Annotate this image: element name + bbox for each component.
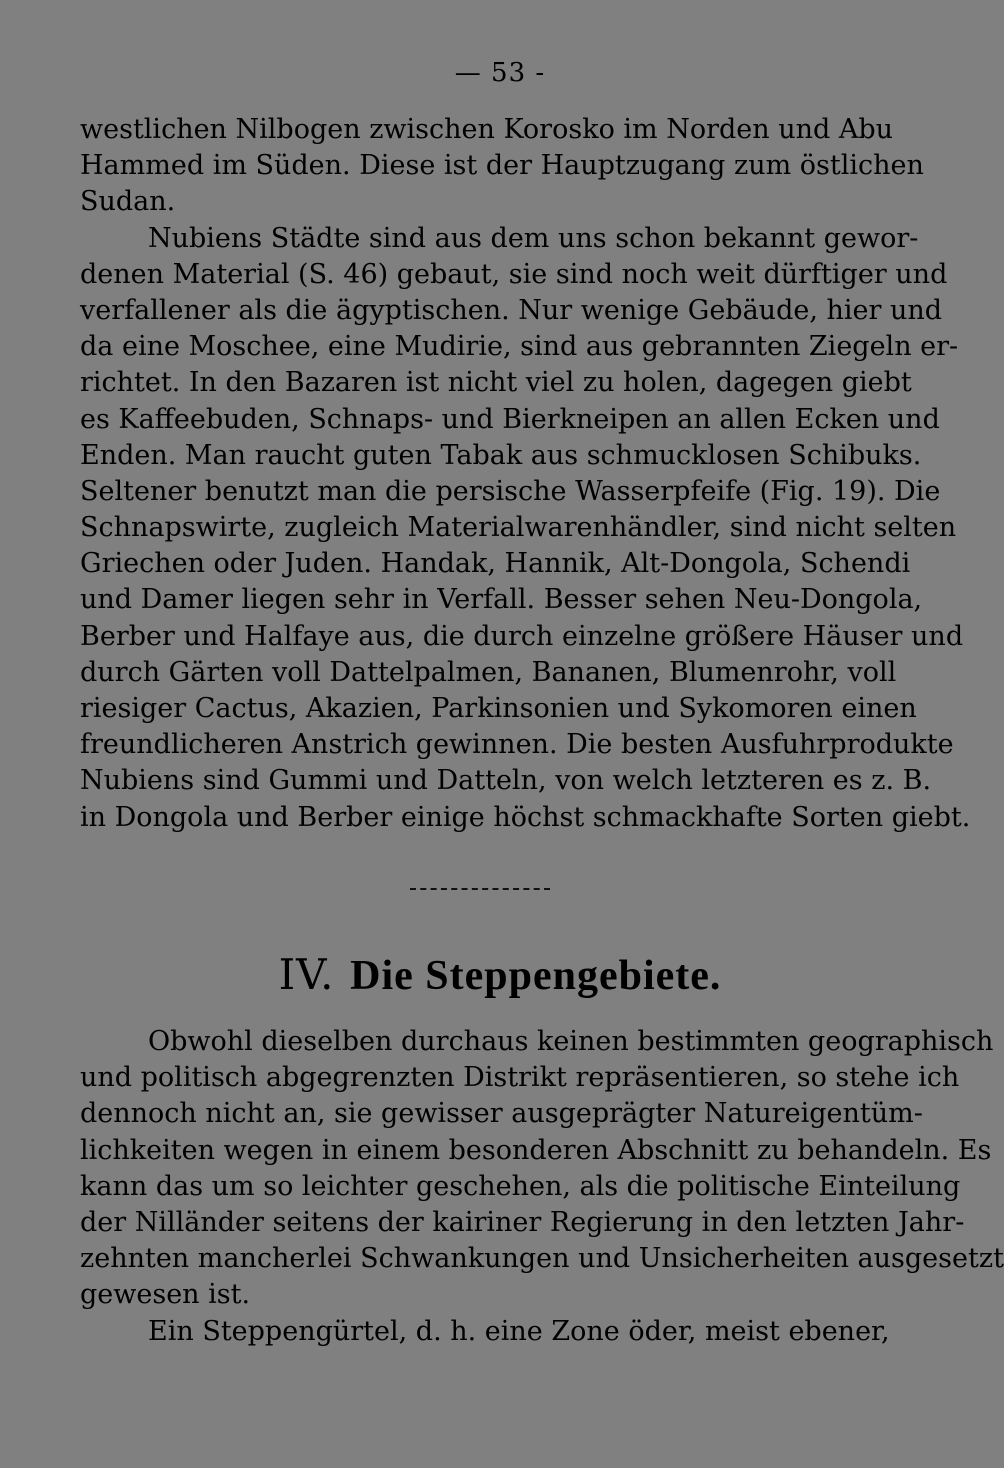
text-line: und Damer liegen sehr in Verfall. Besser sehen Neu-Dongola,: [80, 584, 923, 616]
text-line: verfallener als die ägyptischen. Nur wenige Gebäude, hier und: [80, 294, 943, 326]
text-line: der Nilländer seitens der kairiner Regierung in den letzten Jahr-: [80, 1206, 965, 1238]
text-line: zehnten mancherlei Schwankungen und Unsicherheiten ausgesetzt: [80, 1243, 1004, 1275]
chapter-title: Die Steppengebiete.: [350, 953, 722, 999]
page-number: — 53 -: [454, 58, 546, 88]
text-line: Nubiens sind Gummi und Datteln, von welch letzteren es z. B.: [80, 765, 932, 797]
section-divider: [410, 888, 550, 890]
text-line: Enden. Man raucht guten Tabak aus schmucklosen Schibuks.: [80, 439, 922, 471]
chapter-heading: [0, 950, 1000, 1000]
text-line: und politisch abgegrenzten Distrikt repräsentieren, so stehe ich: [80, 1062, 960, 1094]
text-line: kann das um so leichter geschehen, als die politische Einteilung: [80, 1170, 961, 1202]
paragraph-nubia-towns: [80, 112, 971, 836]
text-line: gewesen ist.: [80, 1279, 251, 1311]
text-line: westlichen Nilbogen zwischen Korosko im Norden und Abu: [80, 114, 894, 145]
text-line: Sudan.: [80, 186, 176, 218]
chapter-numeral: IV.: [278, 950, 335, 999]
text-line: in Dongola und Berber einige höchst schmackhafte Sorten giebt.: [80, 801, 971, 833]
text-line: dennoch nicht an, sie gewisser ausgeprägter Natureigentüm-: [80, 1098, 923, 1130]
text-line: es Kaffeebuden, Schnaps- und Bierkneipen an allen Ecken und: [80, 403, 940, 435]
text-line: Obwohl dieselben durchaus keinen bestimmten geographisch: [148, 1026, 994, 1057]
text-line: durch Gärten voll Dattelpalmen, Bananen, Blumenrohr, voll: [80, 656, 897, 688]
text-line: da eine Moschee, eine Mudirie, sind aus gebrannten Ziegeln er-: [80, 331, 959, 363]
text-line: lichkeiten wegen in einem besonderen Abschnitt zu behandeln. Es: [80, 1134, 992, 1166]
text-line: denen Material (S. 46) gebaut, sie sind noch weit dürftiger und: [80, 258, 948, 290]
text-line: richtet. In den Bazaren ist nicht viel zu holen, dagegen giebt: [80, 367, 912, 399]
text-line: Hammed im Süden. Diese ist der Hauptzugang zum östlichen: [80, 150, 924, 182]
text-line: Schnapswirte, zugleich Materialwarenhändler, sind nicht selten: [80, 512, 957, 544]
text-line: Ein Steppengürtel, d. h. eine Zone öder, meist ebener,: [148, 1315, 890, 1347]
text-line: freundlicheren Anstrich gewinnen. Die besten Ausfuhrprodukte: [80, 729, 954, 761]
text-line: Berber und Halfaye aus, die durch einzelne größere Häuser und: [80, 620, 964, 652]
paragraph-steppes: [80, 1024, 1004, 1350]
text-line: riesiger Cactus, Akazien, Parkinsonien und Sykomoren einen: [80, 693, 917, 724]
text-line: Nubiens Städte sind aus dem uns schon bekannt gewor-: [148, 222, 919, 254]
text-line: Seltener benutzt man die persische Wasserpfeife (Fig. 19). Die: [80, 475, 941, 507]
text-line: Griechen oder Juden. Handak, Hannik, Alt-Dongola, Schendi: [80, 548, 911, 580]
